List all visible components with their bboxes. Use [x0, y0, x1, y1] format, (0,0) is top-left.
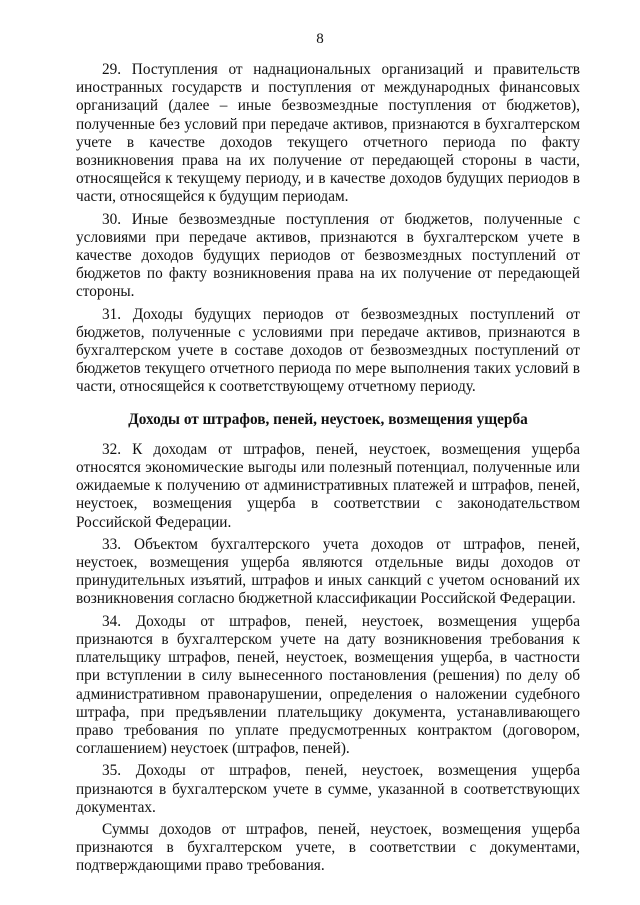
- paragraph-sums: Суммы доходов от штрафов, пеней, неустоек, возмещения ущерба признаются в бухгалтерском учете, в соответствии с документами, подтверждающими право требования.: [76, 820, 580, 875]
- paragraph-34: 34. Доходы от штрафов, пеней, неустоек, возмещения ущерба признаются в бухгалтерском учете на дату возникновения требования к плательщику штрафов, пеней, неустоек, возмещения ущерба, в частности при вступлении в силу вынесенного постановления (решения) по делу об административном правонарушении, определения о наложении судебного штрафа, при предъявлении плательщику документа, устанавливающего право требования по уплате предусмотренных контрактом (договором, соглашением) неустоек (штрафов, пеней).: [76, 612, 580, 758]
- paragraph-29: 29. Поступления от наднациональных организаций и правительств иностранных государств и поступления от международных финансовых организаций (далее – иные безвозмездные поступления от бюджетов), полученные без условий при передаче активов, признаются в бухгалтерском учете в качестве доходов текущего отчетного периода по факту возникновения права на их получение от передающей стороны в части, относящейся к текущему периоду, и в качестве доходов будущих периодов в части, относящейся к будущим периодам.: [76, 61, 580, 206]
- paragraph-31: 31. Доходы будущих периодов от безвозмездных поступлений от бюджетов, полученные с условиями при передаче активов, признаются в бухгалтерском учете в составе доходов от безвозмездных поступлений от бюджетов текущего отчетного периода по мере выполнения таких условий в части, относящейся к соответствующему отчетному периоду.: [76, 305, 580, 396]
- paragraph-33: 33. Объектом бухгалтерского учета доходов от штрафов, пеней, неустоек, возмещения ущерба являются отдельные виды доходов от принудительных изъятий, штрафов и иных санкций с учетом оснований их возникновения согласно бюджетной классификации Российской Федерации.: [76, 535, 580, 608]
- section-heading: Доходы от штрафов, пеней, неустоек, возмещения ущерба: [128, 410, 528, 428]
- page-number: 8: [316, 31, 324, 47]
- paragraph-30: 30. Иные безвозмездные поступления от бюджетов, полученные с условиями при передаче активов, признаются в бухгалтерском учете в качестве доходов будущих периодов от безвозмездных поступлений от бюджетов по факту возникновения права на их получение от передающей стороны.: [76, 210, 580, 301]
- document-body: [76, 61, 580, 880]
- paragraph-35: 35. Доходы от штрафов, пеней, неустоек, возмещения ущерба признаются в бухгалтерском учете в сумме, указанной в соответствующих документах.: [76, 762, 580, 816]
- paragraph-32: 32. К доходам от штрафов, пеней, неустоек, возмещения ущерба относятся экономические выгоды или полезный потенциал, полученные или ожидаемые к получению от административных платежей и штрафов, пеней, неустоек, возмещения ущерба в соответствии с законодательством Российской Федерации.: [76, 440, 580, 531]
